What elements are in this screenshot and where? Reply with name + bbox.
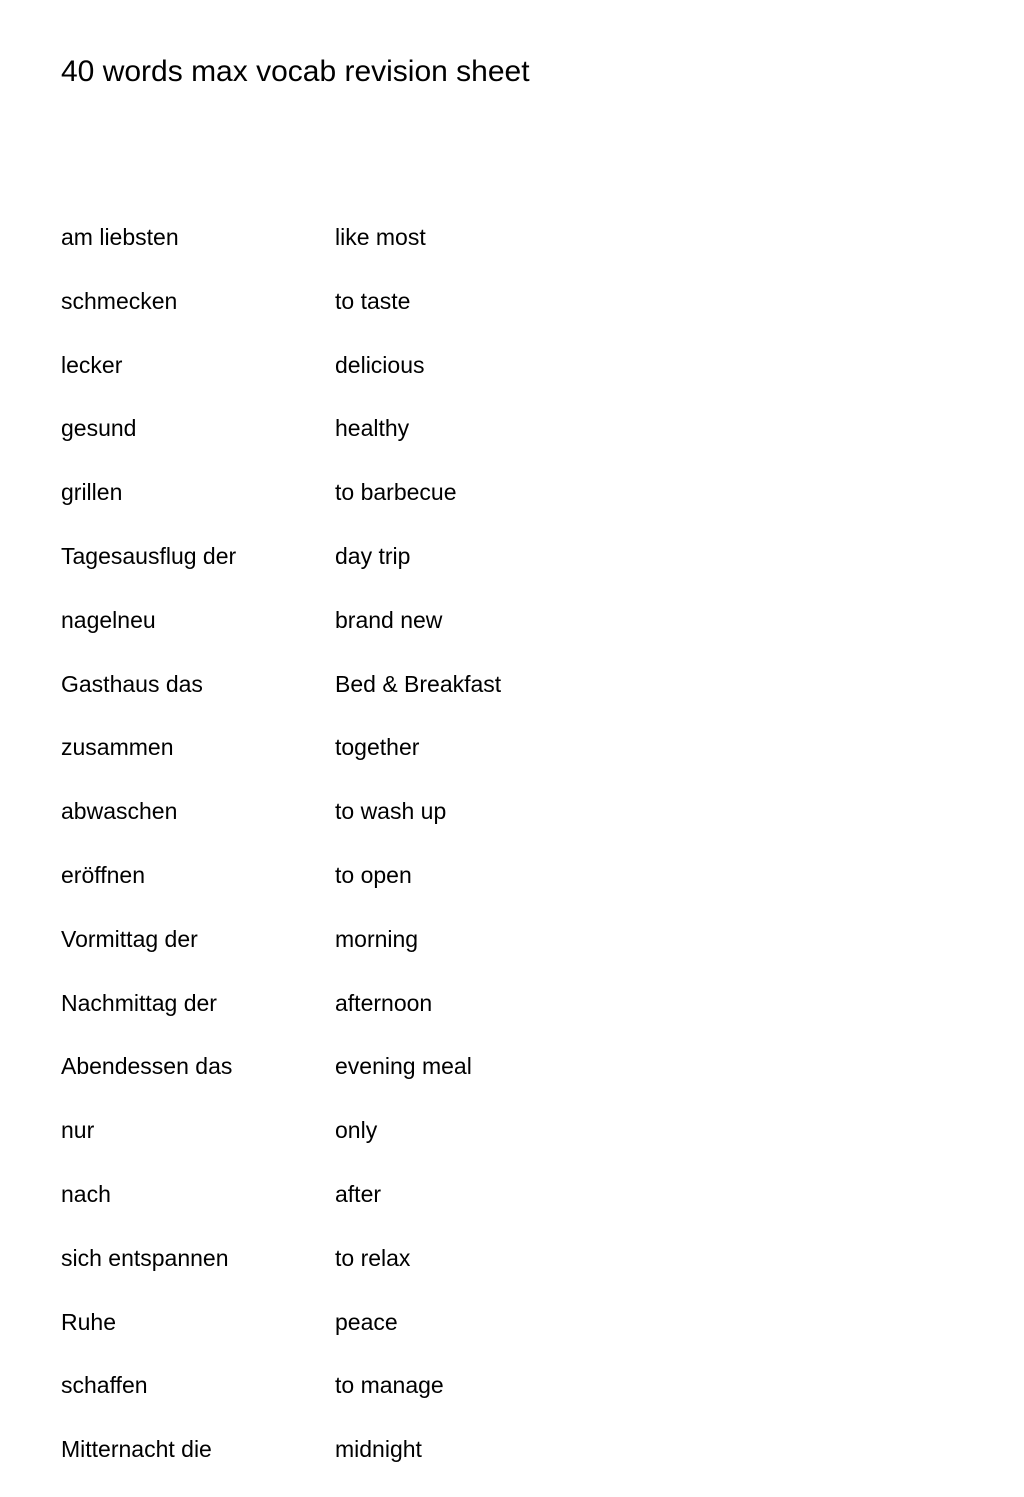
english-translation: like most [335,224,426,250]
german-word: zusammen [61,734,174,761]
english-translation: peace [335,1308,398,1335]
english-translation: to taste [335,287,411,314]
vocab-row [61,731,661,795]
vocab-row [61,1306,661,1370]
vocab-row [61,349,661,413]
english-translation: healthy [335,415,410,442]
vocab-row [61,412,661,476]
english-translation: delicious [335,351,425,378]
english-translation: day trip [335,542,411,569]
english-translation: morning [335,925,419,952]
english-translation: afternoon [335,989,433,1016]
vocab-row [61,604,661,668]
vocab-row [61,285,661,349]
german-word: eröffnen [61,861,145,888]
vocab-row [61,668,661,732]
english-translation: to open [335,861,412,888]
german-word: Ruhe [61,1308,116,1335]
english-translation: only [335,1117,378,1144]
page-title: 40 words max vocab revision sheet [61,55,530,88]
german-word: nagelneu [61,606,156,633]
german-word: Mitternacht die [61,1436,212,1463]
english-translation: brand new [335,606,443,633]
english-translation: to barbecue [335,479,457,506]
vocab-row [61,476,661,540]
german-word: gesund [61,415,137,442]
vocab-row [61,1433,661,1497]
vocab-row [61,1178,661,1242]
english-translation: midnight [335,1436,422,1463]
vocab-row [61,540,661,604]
english-translation: after [335,1180,382,1207]
vocab-row [61,923,661,987]
vocab-row [61,1114,661,1178]
vocab-row [61,1050,661,1114]
english-translation: evening meal [335,1053,472,1080]
vocab-row [61,1369,661,1433]
english-translation: to relax [335,1244,411,1271]
german-word: nur [61,1117,95,1144]
german-word: am liebsten [61,224,179,250]
german-word: sich entspannen [61,1244,229,1271]
vocab-list [61,221,661,1497]
german-word: grillen [61,479,123,506]
german-word: Tagesausflug der [61,542,237,569]
german-word: schmecken [61,287,178,314]
vocab-row [61,795,661,859]
english-translation: Bed & Breakfast [335,670,502,697]
german-word: Nachmittag der [61,989,217,1016]
german-word: nach [61,1180,111,1207]
german-word: lecker [61,351,123,378]
german-word: Vormittag der [61,925,198,952]
vocab-row [61,987,661,1051]
german-word: Abendessen das [61,1053,233,1080]
german-word: schaffen [61,1372,148,1399]
german-word: Gasthaus das [61,670,203,697]
vocab-row [61,859,661,923]
vocab-row [61,221,661,285]
german-word: abwaschen [61,798,178,825]
english-translation: together [335,734,420,761]
english-translation: to wash up [335,798,447,825]
english-translation: to manage [335,1372,444,1399]
vocab-row [61,1242,661,1306]
